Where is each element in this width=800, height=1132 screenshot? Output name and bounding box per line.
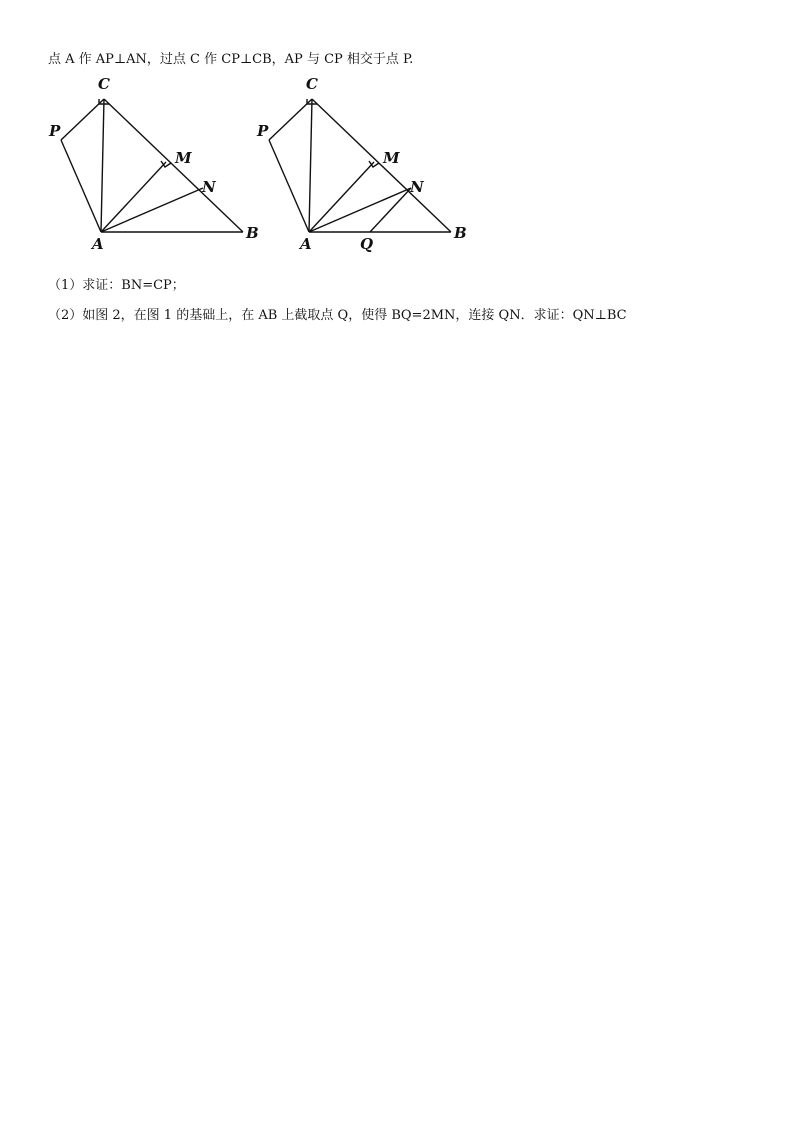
segment-pc xyxy=(61,99,104,140)
label-n: N xyxy=(202,178,216,196)
problem-intro-text: 点 A 作 AP⊥AN，过点 C 作 CP⊥CB，AP 与 CP 相交于点 P. xyxy=(48,52,414,67)
segment-ca xyxy=(101,99,104,232)
label-p: P xyxy=(49,122,61,140)
segment-ap xyxy=(269,140,309,232)
segment-cb xyxy=(312,99,451,232)
label-b: B xyxy=(454,224,467,242)
segment-an xyxy=(101,188,203,232)
segment-pc xyxy=(269,99,312,140)
segment-ap xyxy=(61,140,101,232)
label-b: B xyxy=(246,224,259,242)
label-m: M xyxy=(383,149,400,167)
label-c: C xyxy=(306,75,318,93)
label-p: P xyxy=(257,122,269,140)
question-2-text: （2）如图 2，在图 1 的基础上，在 AB 上截取点 Q，使得 BQ=2MN，连接 QN．求证：QN⊥BC xyxy=(48,308,627,323)
geometry-figure-1 xyxy=(44,72,284,252)
label-c: C xyxy=(98,75,110,93)
segment-cb xyxy=(104,99,243,232)
label-q: Q xyxy=(360,235,374,253)
segment-ca xyxy=(309,99,312,232)
label-m: M xyxy=(175,149,192,167)
segment-an xyxy=(309,188,411,232)
segment-am xyxy=(101,162,166,232)
label-n: N xyxy=(410,178,424,196)
label-a: A xyxy=(92,235,104,253)
segment-am xyxy=(309,162,374,232)
question-1-text: （1）求证：BN=CP； xyxy=(48,278,185,293)
segment-qn xyxy=(370,188,411,232)
label-a: A xyxy=(300,235,312,253)
geometry-figure-2 xyxy=(252,72,492,252)
